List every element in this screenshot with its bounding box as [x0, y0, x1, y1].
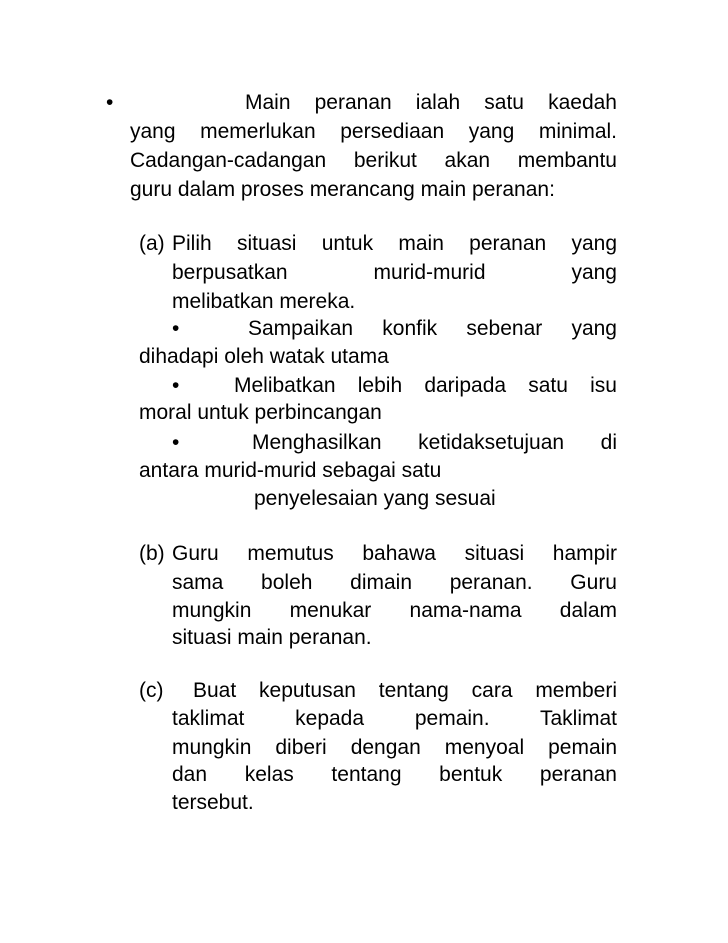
intro-line-2: yang memerlukan persediaan yang minimal. — [130, 120, 617, 143]
sub-bullet-3-line-3: penyelesaian yang sesuai — [254, 487, 496, 510]
intro-line-3: Cadangan-cadangan berikut akan membantu — [130, 149, 617, 172]
item-b-line-3: mungkin menukar nama-nama dalam — [172, 599, 617, 622]
item-c-line-4: dan kelas tentang bentuk peranan — [172, 763, 617, 786]
item-a-line-2: berpusatkan murid-murid yang — [172, 261, 617, 284]
sub-bullet-icon: • — [172, 374, 180, 397]
intro-line-4: guru dalam proses merancang main peranan: — [130, 178, 555, 201]
sub-bullet-icon: • — [172, 317, 180, 340]
bullet-icon: • — [106, 91, 114, 114]
item-c-line-1: Buat keputusan tentang cara memberi — [193, 679, 617, 702]
sub-bullet-icon: • — [172, 431, 180, 454]
item-a-line-3: melibatkan mereka. — [172, 290, 356, 313]
sub-bullet-2-line-2: moral untuk perbincangan — [139, 401, 382, 424]
item-a-line-1: Pilih situasi untuk main peranan yang — [172, 232, 617, 255]
sub-bullet-1-line-1: Sampaikan konfik sebenar yang — [248, 317, 617, 340]
item-c-line-3: mungkin diberi dengan menyoal pemain — [172, 736, 617, 759]
sub-bullet-1-line-2: dihadapi oleh watak utama — [139, 345, 389, 368]
item-a-label: (a) — [139, 232, 165, 255]
item-c-line-5: tersebut. — [172, 791, 254, 814]
item-c-label: (c) — [139, 679, 164, 702]
intro-line-1: Main peranan ialah satu kaedah — [245, 91, 617, 114]
sub-bullet-3-line-1: Menghasilkan ketidaksetujuan di — [252, 431, 617, 454]
item-b-line-4: situasi main peranan. — [172, 626, 372, 649]
item-c-line-2: taklimat kepada pemain. Taklimat — [172, 707, 617, 730]
sub-bullet-2-line-1: Melibatkan lebih daripada satu isu — [234, 374, 617, 397]
item-b-label: (b) — [139, 542, 165, 565]
sub-bullet-3-line-2: antara murid-murid sebagai satu — [139, 459, 442, 482]
item-b-line-2: sama boleh dimain peranan. Guru — [172, 571, 617, 594]
item-b-line-1: Guru memutus bahawa situasi hampir — [172, 542, 617, 565]
